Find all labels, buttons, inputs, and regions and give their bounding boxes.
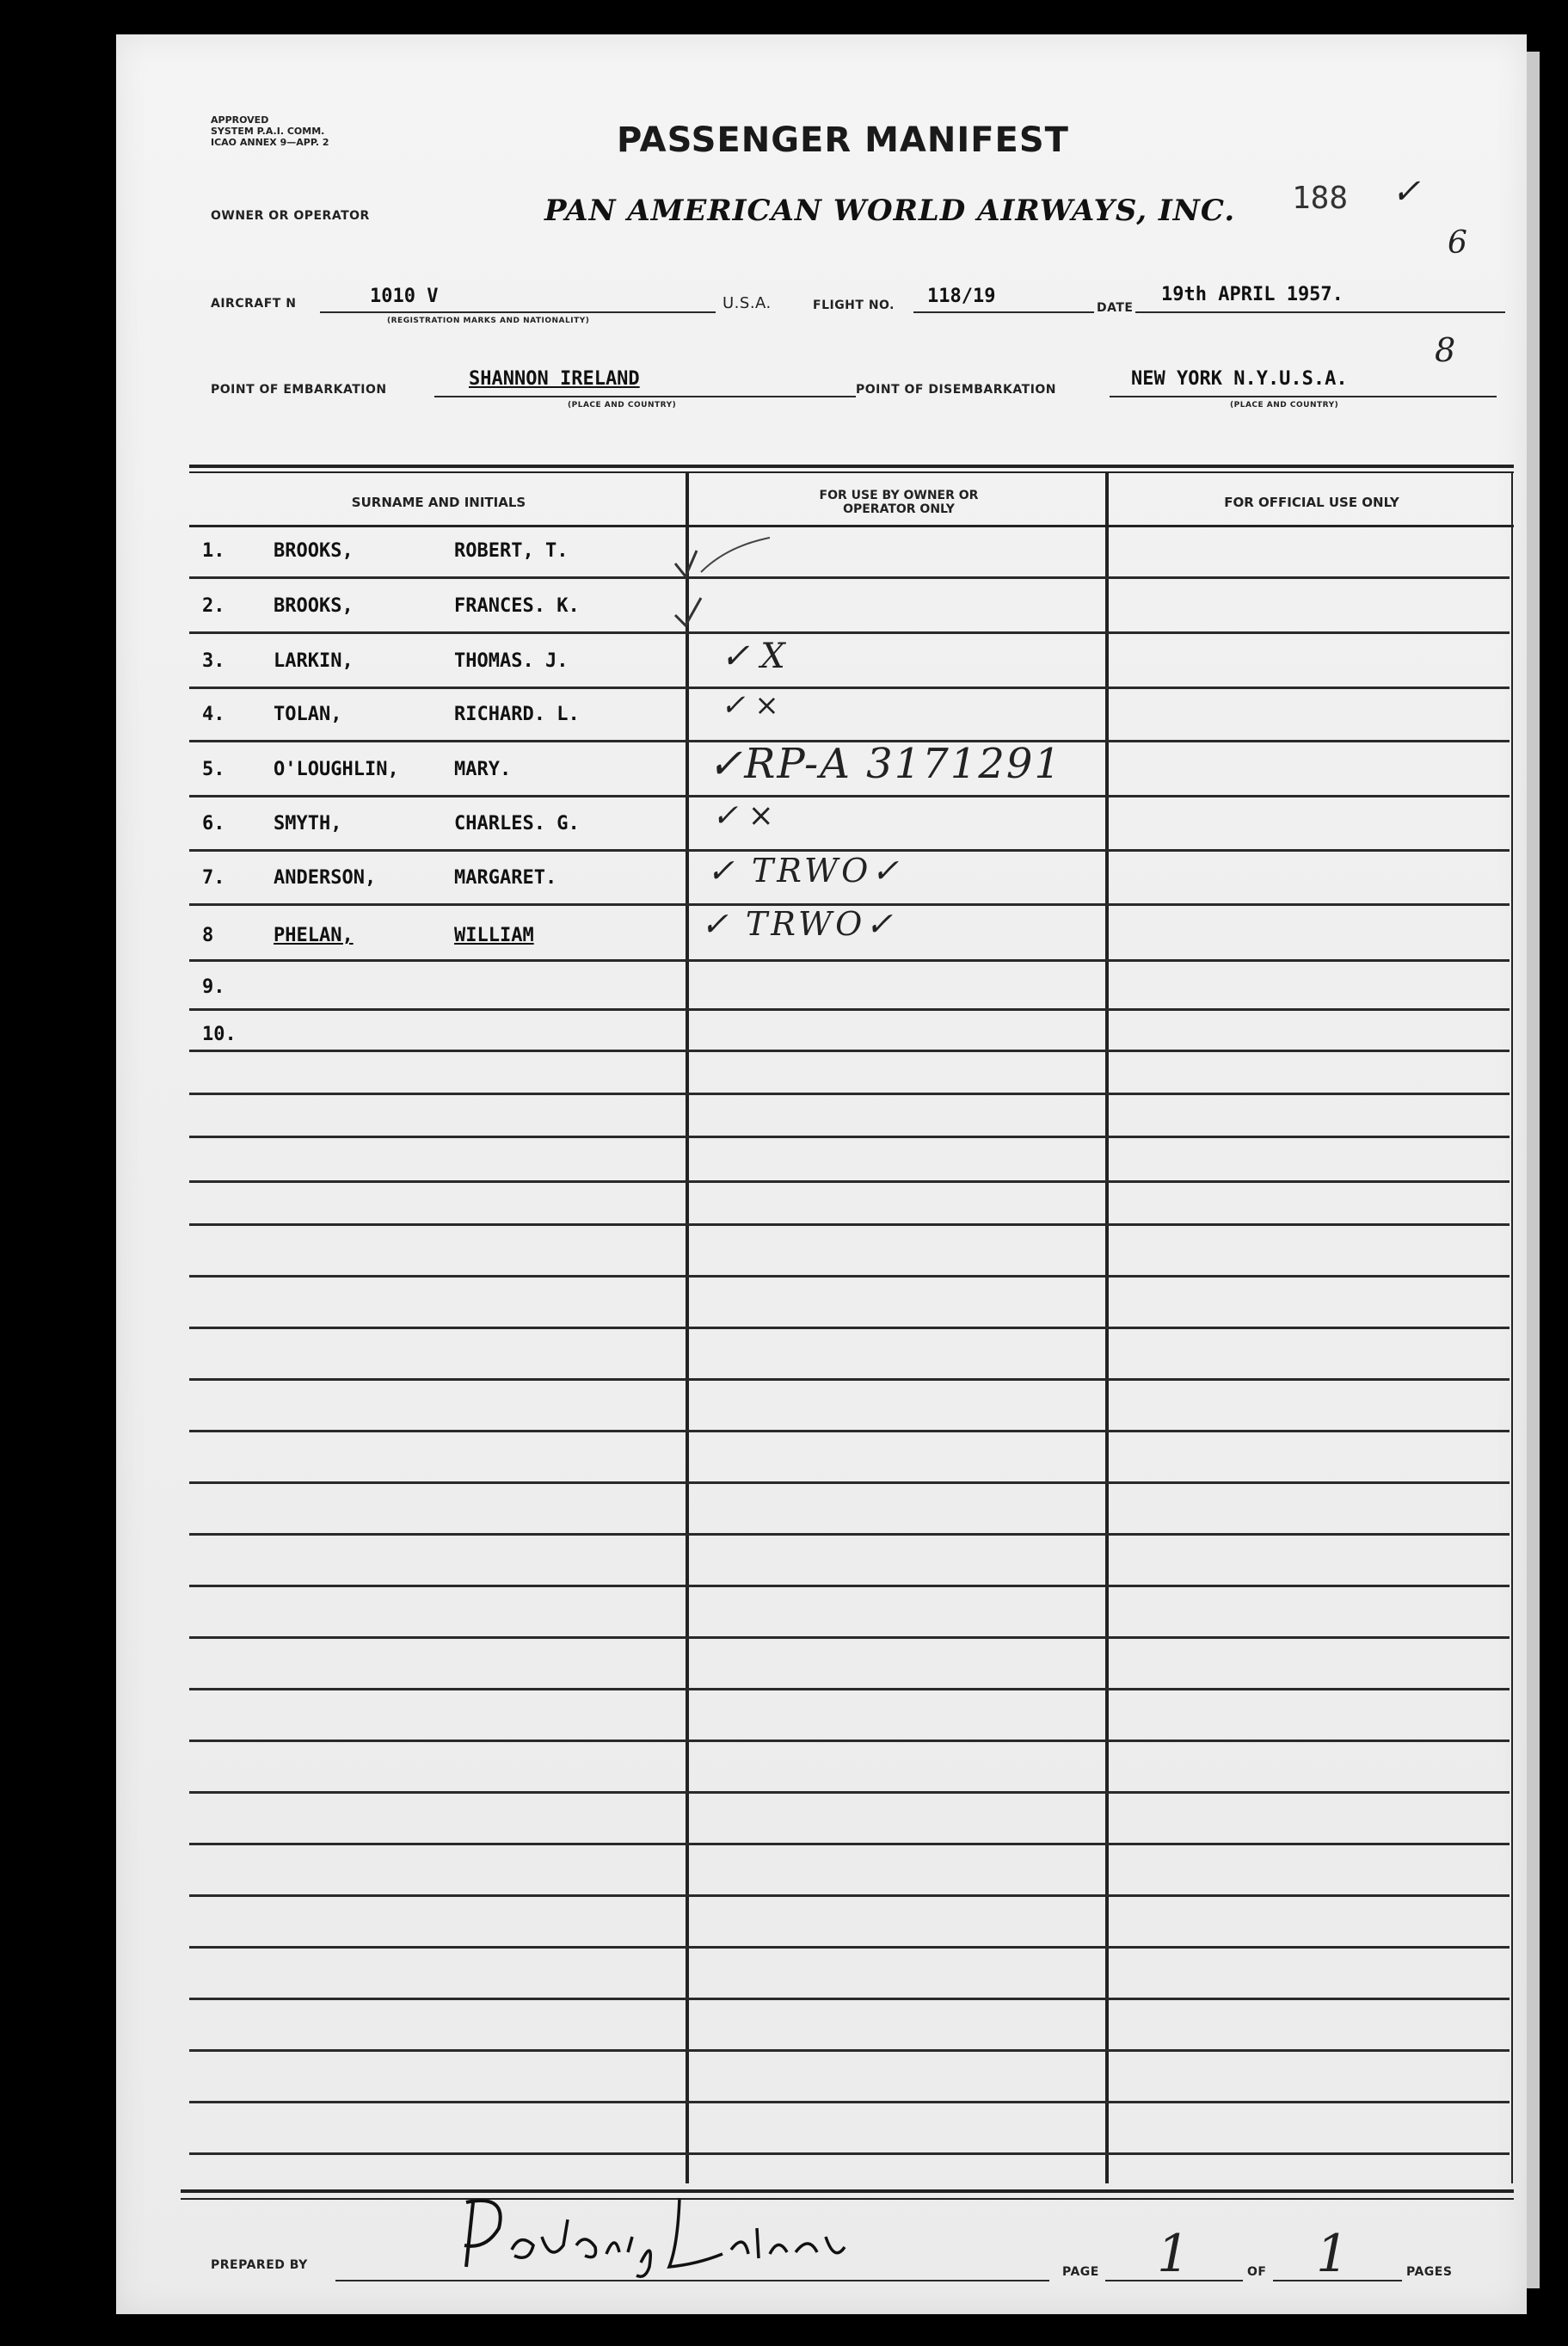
row-rule — [189, 1093, 1510, 1095]
row-number: 4. — [202, 704, 225, 725]
check-scribble: ✓ — [1392, 172, 1421, 212]
passenger-given-name: CHARLES. G. — [454, 813, 580, 834]
row-rule — [189, 1946, 1510, 1949]
row-rule — [189, 1180, 1510, 1183]
page-stamp-number: 188 — [1292, 181, 1349, 216]
approval-stamp — [211, 114, 329, 148]
passenger-surname: O'LOUGHLIN, — [274, 759, 399, 780]
row-number: 10. — [202, 1024, 237, 1045]
owner-note-row-8: ✓ TRWO✓ — [701, 905, 897, 943]
column-header-names: SURNAME AND INITIALS — [351, 495, 526, 510]
row-rule — [189, 1791, 1510, 1794]
row-rule — [189, 1378, 1510, 1381]
country-label: U.S.A. — [723, 294, 772, 312]
passenger-surname: TOLAN, — [274, 704, 342, 725]
table-top-border — [189, 465, 1514, 468]
passenger-given-name: RICHARD. L. — [454, 704, 580, 725]
embarkation-sub-label: (PLACE AND COUNTRY) — [568, 401, 677, 409]
row-rule — [189, 1481, 1510, 1484]
stacked-sheet-edge — [1527, 52, 1540, 2288]
row-rule — [189, 795, 1510, 797]
disembarkation-sub-label: (PLACE AND COUNTRY) — [1230, 401, 1339, 409]
column-header-official-use: FOR OFFICIAL USE ONLY — [1224, 495, 1399, 510]
row-number: 1. — [202, 540, 225, 562]
table-row — [0, 1024, 1568, 1058]
owner-note-row-7: ✓ TRWO✓ — [707, 852, 903, 890]
flight-date: 19th APRIL 1957. — [1161, 284, 1344, 305]
passenger-given-name: MARGARET. — [454, 867, 557, 889]
passenger-surname: BROOKS, — [274, 595, 354, 617]
corner-handwritten-mark: 6 — [1448, 225, 1467, 261]
approval-line-3: ICAO ANNEX 9—APP. 2 — [211, 137, 329, 148]
row-rule — [189, 576, 1510, 579]
table-row — [0, 704, 1568, 738]
flight-label: FLIGHT NO. — [813, 299, 895, 312]
owner-label: OWNER OR OPERATOR — [211, 209, 370, 223]
row-rule — [189, 2101, 1510, 2103]
row-rule — [189, 1688, 1510, 1690]
embarkation-line — [434, 396, 856, 397]
page-label: PAGE — [1062, 2265, 1099, 2279]
approval-line-1: APPROVED — [211, 114, 269, 126]
disembarkation-label: POINT OF DISEMBARKATION — [856, 383, 1057, 397]
row-number: 2. — [202, 595, 225, 617]
handwritten-signature — [447, 2185, 852, 2280]
table-header-bottom — [189, 525, 1514, 527]
row-rule — [189, 1136, 1510, 1138]
row-rule — [189, 1275, 1510, 1278]
row-rule — [189, 1327, 1510, 1329]
row-rule — [189, 2049, 1510, 2052]
row-rule — [189, 1998, 1510, 2000]
date-line — [1135, 311, 1505, 313]
flight-number: 118/19 — [927, 286, 996, 307]
passenger-surname: LARKIN, — [274, 650, 354, 672]
aircraft-sub-label: (REGISTRATION MARKS AND NATIONALITY) — [387, 317, 590, 325]
table-row — [0, 813, 1568, 847]
aircraft-value: 1010 V — [370, 286, 439, 307]
aircraft-label: AIRCRAFT N — [211, 297, 297, 311]
passenger-surname: BROOKS, — [274, 540, 354, 562]
row-rule — [189, 1843, 1510, 1845]
owner-note-row-3: ✓ X — [721, 637, 785, 676]
row-rule — [189, 959, 1510, 962]
disembarkation-line — [1110, 396, 1497, 397]
passenger-surname: PHELAN, — [274, 925, 354, 946]
embarkation-value: SHANNON IRELAND — [469, 368, 640, 390]
table-row — [0, 976, 1568, 1011]
passenger-surname: ANDERSON, — [274, 867, 377, 889]
total-pages: 1 — [1316, 2224, 1350, 2284]
row-rule — [189, 2152, 1510, 2155]
of-label: OF — [1247, 2265, 1267, 2279]
flight-line — [913, 311, 1094, 313]
row-number: 6. — [202, 813, 225, 834]
row-rule — [189, 631, 1510, 634]
row-number: 5. — [202, 759, 225, 780]
row-rule — [189, 1894, 1510, 1897]
prepared-by-line — [335, 2280, 1049, 2281]
row-number: 7. — [202, 867, 225, 889]
page-title: PASSENGER MANIFEST — [617, 120, 1069, 160]
row-rule — [189, 1585, 1510, 1587]
passenger-given-name: ROBERT, T. — [454, 540, 569, 562]
owner-note-row-6: ✓ × — [712, 798, 774, 834]
prepared-by-label: PREPARED BY — [211, 2258, 308, 2272]
disembarkation-value: NEW YORK N.Y.U.S.A. — [1131, 368, 1348, 390]
table-top-border-inner — [189, 471, 1514, 473]
owner-note-row-5: ✓RP-A 3171291 — [708, 740, 1062, 788]
row-rule — [189, 1430, 1510, 1432]
corner-handwritten-mark-2: 8 — [1435, 331, 1456, 369]
approval-line-2: SYSTEM P.A.I. COMM. — [211, 126, 325, 137]
date-label: DATE — [1097, 301, 1134, 315]
row-number: 3. — [202, 650, 225, 672]
handwritten-check-marks-rows-1-2 — [667, 529, 796, 632]
passenger-given-name: MARY. — [454, 759, 512, 780]
row-rule — [189, 1533, 1510, 1536]
row-number: 9. — [202, 976, 225, 998]
row-rule — [189, 1223, 1510, 1226]
pages-label: PAGES — [1406, 2265, 1453, 2279]
aircraft-line — [320, 311, 716, 313]
passenger-given-name: FRANCES. K. — [454, 595, 580, 617]
passenger-given-name: WILLIAM — [454, 925, 534, 946]
owner-note-row-4: ✓ × — [721, 688, 779, 723]
row-number: 8 — [202, 925, 214, 946]
row-rule — [189, 687, 1510, 689]
operator-name: PAN AMERICAN WORLD AIRWAYS, INC. — [544, 194, 1236, 228]
embarkation-label: POINT OF EMBARKATION — [211, 383, 387, 397]
row-rule — [189, 1636, 1510, 1639]
row-rule — [189, 1008, 1510, 1011]
passenger-surname: SMYTH, — [274, 813, 342, 834]
row-rule — [189, 1739, 1510, 1742]
page-number: 1 — [1157, 2224, 1190, 2284]
passenger-given-name: THOMAS. J. — [454, 650, 569, 672]
column-header-owner-use: FOR USE BY OWNER OR OPERATOR ONLY — [819, 489, 979, 516]
